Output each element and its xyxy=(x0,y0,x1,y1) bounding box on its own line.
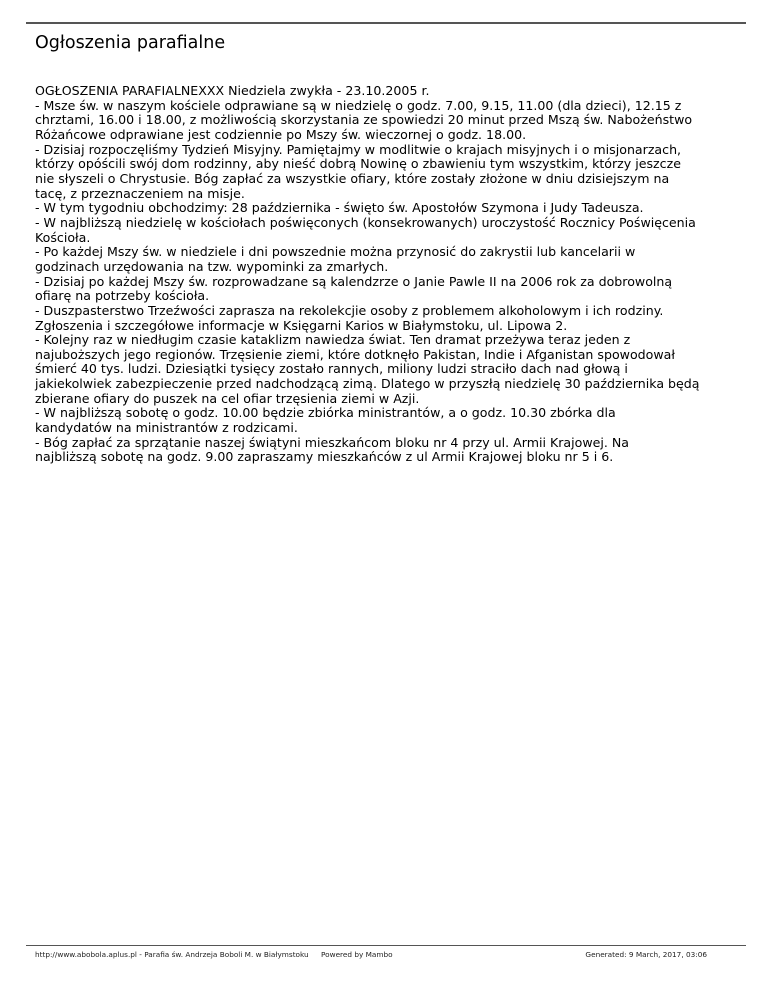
text-line: - Po każdej Mszy św. w niedziele i dni powszednie można przynosić do zakrystii lub kancelarii w xyxy=(35,244,636,260)
text-line: - W tym tygodniu obchodzimy: 28 października - święto św. Apostołów Szymona i Judy Tadeusza. xyxy=(35,200,644,216)
text-line: którzy opóścili swój dom rodzinny, aby nieść dobrą Nowinę o zbawieniu tym wszystkim, którzy jeszcze xyxy=(35,156,681,172)
text-line: tacę, z przeznaczeniem na misje. xyxy=(35,185,245,201)
text-line: najbliższą sobotę na godz. 9.00 zapraszamy mieszkańców z ul Armii Krajowej bloku nr 5 i 6. xyxy=(35,449,614,465)
text-line: kandydatów na ministrantów z rodzicami. xyxy=(35,420,298,436)
text-line: jakiekolwiek zabezpieczenie przed nadchodzącą zimą. Dlatego w przyszłą niedzielę 30 października będą xyxy=(35,376,700,392)
text-line: - Kolejny raz w niedługim czasie kataklizm nawiedza świat. Ten dramat przeżywa teraz jeden z xyxy=(35,332,631,348)
text-line: - Bóg zapłać za sprzątanie naszej świątyni mieszkańcom bloku nr 4 przy ul. Armii Krajowej. Na xyxy=(35,434,630,450)
text-line: nie słyszeli o Chrystusie. Bóg zapłać za wszystkie ofiary, które zostały złożone w dniu dzisiejszym na xyxy=(35,170,670,186)
text-line: najuboższych jego regionów. Trzęsienie ziemi, które dotknęło Pakistan, Indie i Afganistan spowodował xyxy=(35,346,675,362)
text-line: OGŁOSZENIA PARAFIALNEXXX Niedziela zwykła - 23.10.2005 r. xyxy=(35,83,430,98)
text-line: Zgłoszenia i szczegółowe informacje w Księgarni Karios w Białymstoku, ul. Lipowa 2. xyxy=(35,317,568,333)
text-line: godzinach urzędowania na tzw. wypominki za zmarłych. xyxy=(35,258,389,274)
page-title: Ogłoszenia parafialne xyxy=(35,33,226,53)
text-line: - Duszpasterstwo Trzeźwości zaprasza na rekolekcjie osoby z problemem alkoholowym i ich rodziny. xyxy=(35,302,664,318)
text-line: chrztami, 16.00 i 18.00, z możliwością skorzystania ze spowiedzi 20 minut przed Mszą św. Nabożeństwo xyxy=(35,112,693,128)
footer-divider xyxy=(26,945,746,946)
footer-powered-by: Powered by Mambo xyxy=(321,950,393,959)
announcements-text xyxy=(35,84,735,465)
text-line: śmierć 40 tys. ludzi. Dziesiątki tysięcy zostało rannych, miliony ludzi straciło dach nad głową i xyxy=(35,361,628,377)
text-line: ofiarę na potrzeby kościoła. xyxy=(35,288,210,304)
footer-generated-date: Generated: 9 March, 2017, 03:06 xyxy=(585,950,707,959)
text-line: - Dzisiaj rozpoczęliśmy Tydzień Misyjny. Pamiętajmy w modlitwie o krajach misyjnych i o misjonarzach, xyxy=(35,141,682,157)
footer-source-url: http://www.abobola.aplus.pl - Parafia św. Andrzeja Boboli M. w Białymstoku xyxy=(35,950,309,959)
text-line: Kościoła. xyxy=(35,229,91,245)
text-line: - W najbliższą niedzielę w kościołach poświęconych (konsekrowanych) uroczystość Rocznicy Poświęcenia xyxy=(35,214,696,230)
top-divider xyxy=(26,22,746,24)
text-line: - Dzisiaj po każdej Mszy św. rozprowadzane są kalendzrze o Janie Pawle II na 2006 rok za dobrowolną xyxy=(35,273,673,289)
text-line: zbierane ofiary do puszek na cel ofiar trzęsienia ziemi w Azji. xyxy=(35,390,420,406)
text-line: - W najbliższą sobotę o godz. 10.00 będzie zbiórka ministrantów, a o godz. 10.30 zbórka dla xyxy=(35,405,616,421)
text-line: - Msze św. w naszym kościele odprawiane są w niedzielę o godz. 7.00, 9.15, 11.00 (dla dzieci), 12.15 z xyxy=(35,97,682,113)
text-line: Różańcowe odprawiane jest codziennie po Mszy św. wieczornej o godz. 18.00. xyxy=(35,126,527,142)
